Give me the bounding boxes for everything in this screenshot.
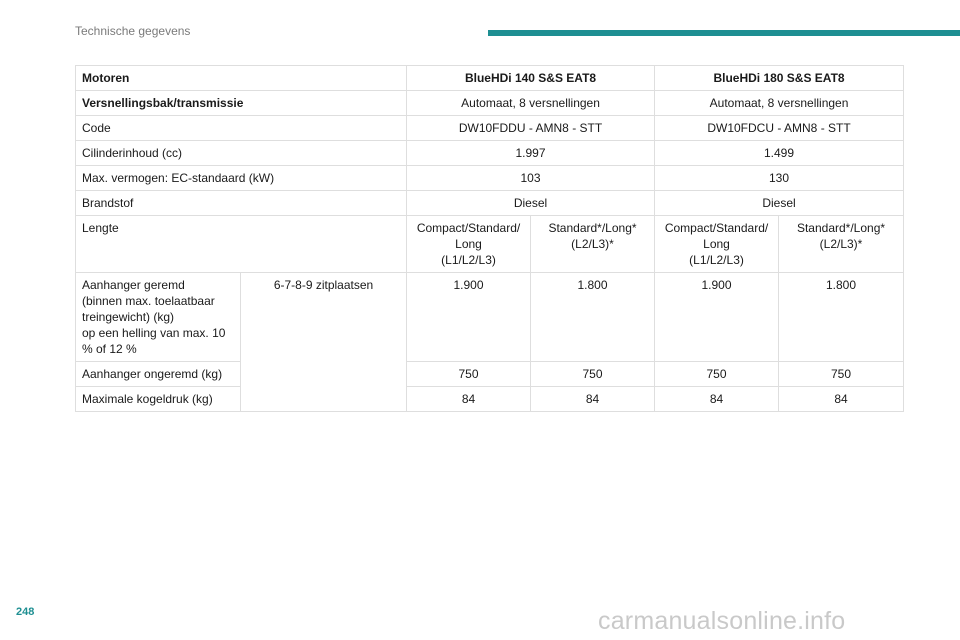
row-label: Versnellingsbak/transmissie bbox=[76, 91, 407, 116]
table-cell: 84 bbox=[655, 387, 779, 412]
row-label: Code bbox=[76, 116, 407, 141]
table-cell: Diesel bbox=[655, 191, 904, 216]
table-cell: 84 bbox=[531, 387, 655, 412]
table-row bbox=[76, 191, 904, 216]
table-cell: 84 bbox=[407, 387, 531, 412]
table-cell: Automaat, 8 versnellingen bbox=[407, 91, 655, 116]
table-cell: 1.997 bbox=[407, 141, 655, 166]
table-cell: 750 bbox=[407, 362, 531, 387]
table-cell: DW10FDCU - AMN8 - STT bbox=[655, 116, 904, 141]
section-title: Technische gegevens bbox=[75, 24, 191, 38]
row-label: Aanhanger geremd (binnen max. toelaatbaar treingewicht) (kg) op een helling van max. 10 % of 12 % bbox=[76, 273, 241, 362]
page-number: 248 bbox=[16, 606, 35, 618]
table-cell: 1.499 bbox=[655, 141, 904, 166]
table-header-row bbox=[76, 66, 904, 91]
table-cell: 1.800 bbox=[531, 273, 655, 362]
table-row-towing bbox=[76, 387, 904, 412]
table-row bbox=[76, 141, 904, 166]
table-cell: 1.900 bbox=[407, 273, 531, 362]
table-header-cell: BlueHDi 140 S&S EAT8 bbox=[407, 66, 655, 91]
table-row-towing bbox=[76, 362, 904, 387]
table-cell: Standard*/Long* (L2/L3)* bbox=[531, 216, 655, 273]
table-cell: DW10FDDU - AMN8 - STT bbox=[407, 116, 655, 141]
table-row bbox=[76, 91, 904, 116]
engine-spec-table bbox=[75, 65, 904, 412]
row-label: Aanhanger ongeremd (kg) bbox=[76, 362, 241, 387]
table-cell: Standard*/Long* (L2/L3)* bbox=[779, 216, 904, 273]
table-row-towing bbox=[76, 273, 904, 362]
watermark-text: carmanualsonline.info bbox=[598, 607, 846, 635]
table-cell: 130 bbox=[655, 166, 904, 191]
table-header-cell: BlueHDi 180 S&S EAT8 bbox=[655, 66, 904, 91]
row-label: Maximale kogeldruk (kg) bbox=[76, 387, 241, 412]
table-cell: 103 bbox=[407, 166, 655, 191]
table-cell: 750 bbox=[779, 362, 904, 387]
table-cell: Diesel bbox=[407, 191, 655, 216]
seats-label: 6-7-8-9 zitplaatsen bbox=[241, 273, 407, 412]
table-row bbox=[76, 166, 904, 191]
table-cell: 1.900 bbox=[655, 273, 779, 362]
table-cell: 750 bbox=[655, 362, 779, 387]
header-accent-bar bbox=[488, 30, 960, 36]
table-cell: 750 bbox=[531, 362, 655, 387]
row-label: Lengte bbox=[76, 216, 407, 273]
table-cell: 1.800 bbox=[779, 273, 904, 362]
table-row-lengte bbox=[76, 216, 904, 273]
row-label: Brandstof bbox=[76, 191, 407, 216]
table-cell: Automaat, 8 versnellingen bbox=[655, 91, 904, 116]
table-cell: Compact/Standard/ Long (L1/L2/L3) bbox=[407, 216, 531, 273]
table-header-cell: Motoren bbox=[76, 66, 407, 91]
table-cell: Compact/Standard/ Long (L1/L2/L3) bbox=[655, 216, 779, 273]
table-cell: 84 bbox=[779, 387, 904, 412]
table-row bbox=[76, 116, 904, 141]
row-label: Max. vermogen: EC-standaard (kW) bbox=[76, 166, 407, 191]
row-label: Cilinderinhoud (cc) bbox=[76, 141, 407, 166]
